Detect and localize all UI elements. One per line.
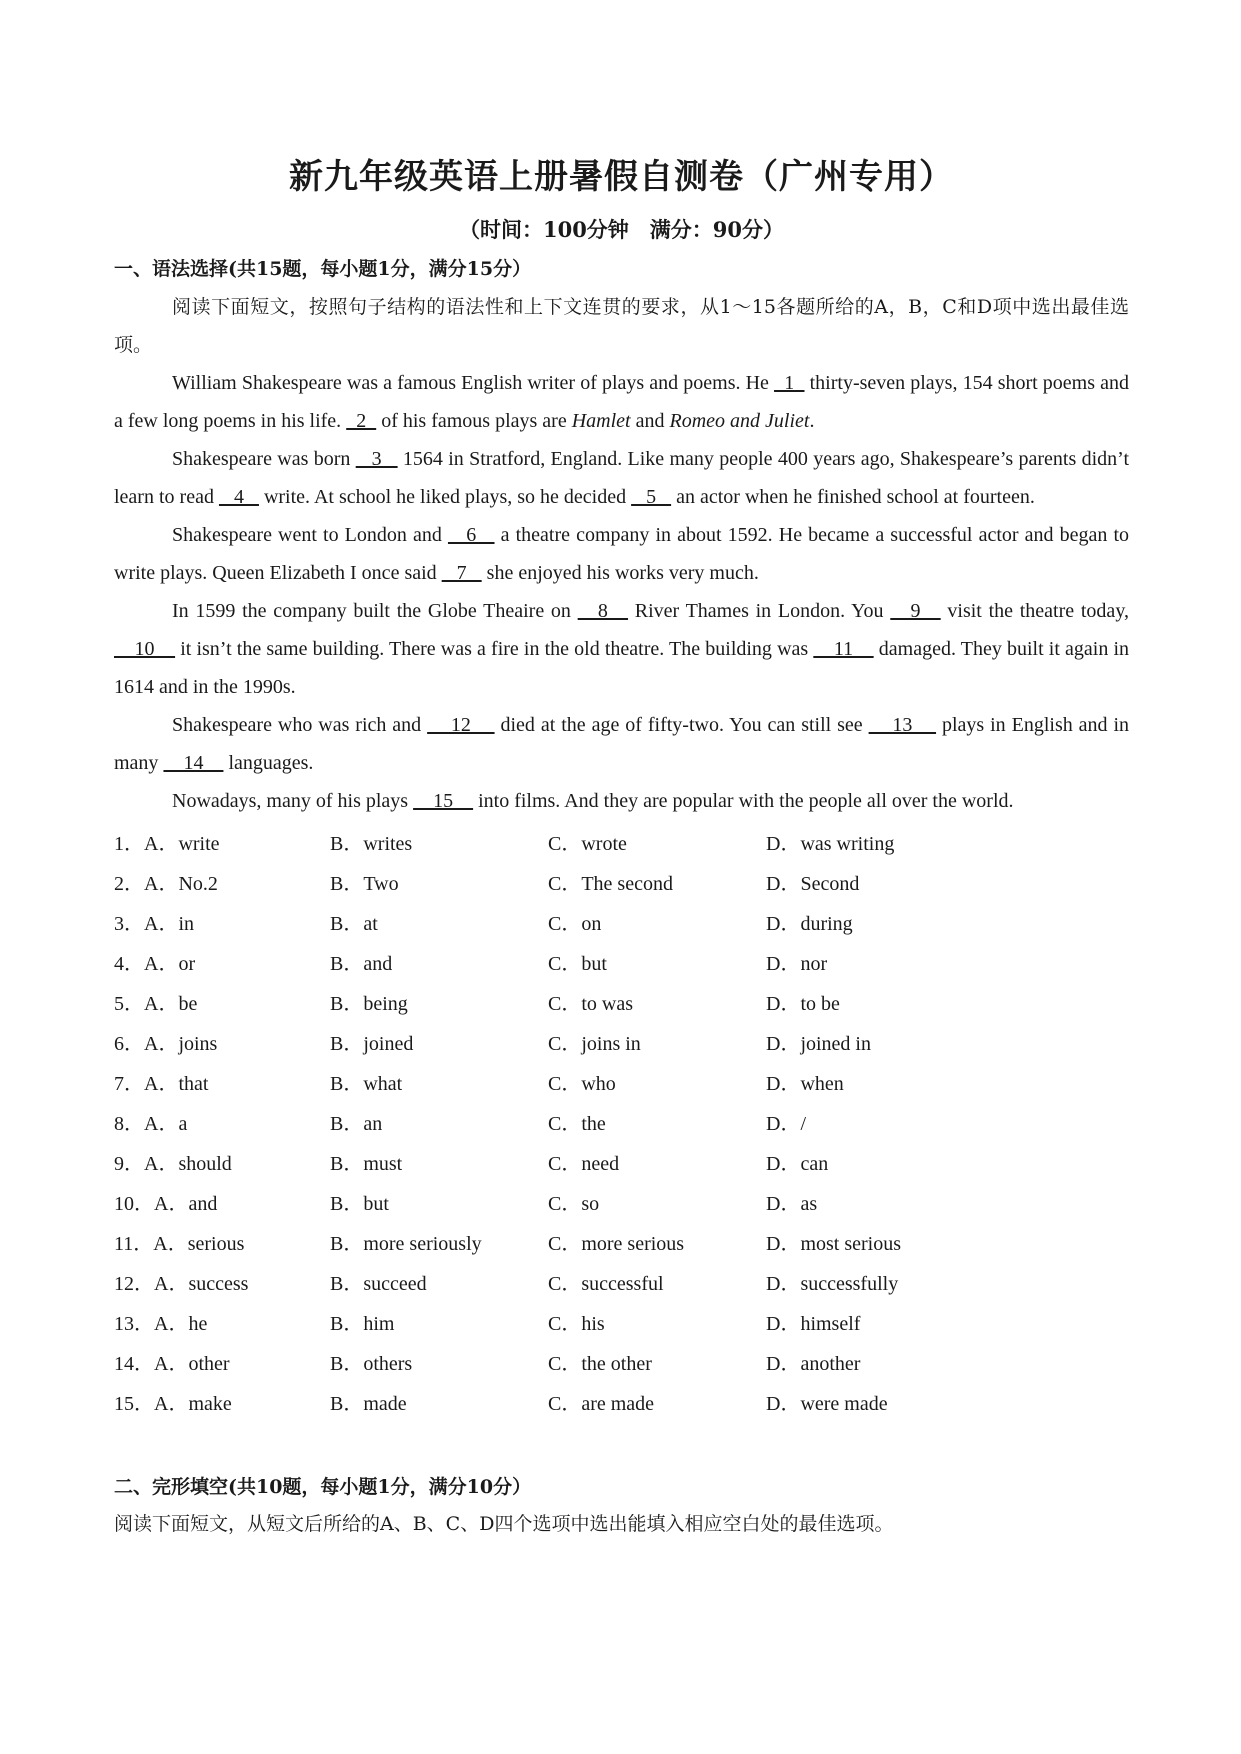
text: Shakespeare who was rich and	[172, 714, 428, 736]
text: and	[630, 410, 670, 432]
option-b: B．what	[330, 1073, 403, 1095]
option-b: B．him	[330, 1313, 395, 1335]
blank-8: 8	[577, 600, 629, 622]
answer-options	[114, 824, 1129, 1424]
option-c: C．more serious	[548, 1233, 685, 1255]
option-a: 5．A．be	[114, 993, 198, 1015]
option-d: D．/	[766, 1113, 806, 1135]
option-d: D．most serious	[766, 1233, 901, 1255]
option-b: B．being	[330, 993, 408, 1015]
option-d: D．can	[766, 1153, 829, 1175]
blank-2: 2	[346, 410, 377, 432]
option-c: C．his	[548, 1313, 605, 1335]
text: River Thames in London. You	[628, 600, 891, 622]
blank-10: 10	[114, 638, 176, 660]
option-a: 1．A．write	[114, 833, 220, 855]
option-d: D．when	[766, 1073, 844, 1095]
question-row	[114, 944, 1129, 984]
passage-paragraph-3	[114, 516, 1129, 592]
option-b: B．Two	[330, 873, 399, 895]
text: an actor when he finished school at fourteen.	[671, 486, 1035, 508]
option-b: B．must	[330, 1153, 403, 1175]
blank-5: 5	[631, 486, 672, 508]
option-d: D．were made	[766, 1393, 888, 1415]
text: a theatre company in about 1592. He became a successful actor and began to write plays. Queen Elizabeth I once said	[114, 524, 1130, 584]
option-c: C．but	[548, 953, 607, 975]
option-a: 2．A．No.2	[114, 873, 218, 895]
section1-instructions: 阅读下面短文，按照句子结构的语法性和上下文连贯的要求，从1～15各题所给的A，B，C和D项中选出最佳选项。	[114, 296, 1129, 356]
option-d: D．during	[766, 913, 853, 935]
option-c: C．to was	[548, 993, 633, 1015]
option-c: C．joins in	[548, 1033, 641, 1055]
option-c: C．on	[548, 913, 602, 935]
option-d: D．successfully	[766, 1273, 899, 1295]
question-row	[114, 984, 1129, 1024]
option-a: 9．A．should	[114, 1153, 232, 1175]
text: languages.	[223, 752, 314, 774]
option-d: D．Second	[766, 873, 860, 895]
option-d: D．as	[766, 1193, 818, 1215]
option-c: C．are made	[548, 1393, 655, 1415]
option-a: 12．A．success	[114, 1273, 249, 1295]
question-row	[114, 1144, 1129, 1184]
blank-15: 15	[413, 790, 474, 812]
option-b: B．at	[330, 913, 378, 935]
option-b: B．but	[330, 1193, 389, 1215]
question-row	[114, 864, 1129, 904]
text: William Shakespeare was a famous English writer of plays and poems. He	[172, 372, 775, 394]
blank-3: 3	[355, 448, 398, 470]
blank-4: 4	[218, 486, 259, 508]
option-d: D．another	[766, 1353, 861, 1375]
text: damaged. They built it again in 1614 and in the 1990s.	[114, 638, 1130, 698]
blank-14: 14	[163, 752, 224, 774]
question-row	[114, 824, 1129, 864]
option-d: D．nor	[766, 953, 828, 975]
option-a: 6．A．joins	[114, 1033, 218, 1055]
option-c: C．successful	[548, 1273, 664, 1295]
question-row	[114, 1104, 1129, 1144]
option-c: C．need	[548, 1153, 620, 1175]
section1-heading: 一、语法选择(共15题，每小题1分，满分15分）	[114, 258, 532, 280]
text: write. At school he liked plays, so he decided	[258, 486, 632, 508]
text: died at the age of fifty-two. You can still see	[494, 714, 869, 736]
option-a: 13．A．he	[114, 1313, 208, 1335]
option-c: C．the other	[548, 1353, 652, 1375]
passage-paragraph-6	[114, 782, 1129, 820]
blank-13: 13	[868, 714, 937, 736]
option-c: C．wrote	[548, 833, 627, 855]
option-d: D．himself	[766, 1313, 861, 1335]
play-title-romeo-juliet: Romeo and Juliet	[669, 410, 810, 432]
blank-11: 11	[813, 638, 874, 660]
passage-paragraph-4	[114, 592, 1129, 706]
text: .	[809, 410, 815, 432]
question-row	[114, 1064, 1129, 1104]
option-a: 11．A．serious	[114, 1233, 245, 1255]
passage-paragraph-2	[114, 440, 1129, 516]
text: In 1599 the company built the Globe Theaire on	[172, 600, 578, 622]
option-a: 3．A．in	[114, 913, 194, 935]
play-title-hamlet: Hamlet	[571, 410, 631, 432]
option-b: B．writes	[330, 833, 413, 855]
option-b: B．succeed	[330, 1273, 427, 1295]
text: plays in English and in many	[114, 714, 1130, 774]
text: Nowadays, many of his plays	[172, 790, 414, 812]
blank-6: 6	[447, 524, 495, 546]
text: visit the theatre today,	[940, 600, 1130, 622]
passage-paragraph-1	[114, 364, 1129, 440]
question-row	[114, 1344, 1129, 1384]
question-row	[114, 904, 1129, 944]
text: of his famous plays are	[376, 410, 572, 432]
option-c: C．the	[548, 1113, 606, 1135]
passage-paragraph-5	[114, 706, 1129, 782]
text: 1564 in Stratford, England. Like many people 400 years ago, Shakespeare’s parents didn’t learn to read	[114, 448, 1129, 508]
option-c: C．The second	[548, 873, 673, 895]
option-a: 15．A．make	[114, 1393, 232, 1415]
text: Shakespeare went to London and	[172, 524, 448, 546]
exam-title: 新九年级英语上册暑假自测卷（广州专用）	[289, 157, 954, 197]
option-a: 10．A．and	[114, 1193, 218, 1215]
blank-9: 9	[890, 600, 941, 622]
section2-instructions: 阅读下面短文，从短文后所给的A、B、C、D四个选项中选出能填入相应空白处的最佳选项。	[114, 1513, 894, 1535]
question-row	[114, 1264, 1129, 1304]
question-row	[114, 1024, 1129, 1064]
text: it isn’t the same building. There was a fire in the old theatre. The building was	[175, 638, 814, 660]
option-a: 8．A．a	[114, 1113, 188, 1135]
text: Shakespeare was born	[172, 448, 356, 470]
option-c: C．so	[548, 1193, 600, 1215]
option-d: D．was writing	[766, 833, 895, 855]
option-b: B．more seriously	[330, 1233, 482, 1255]
option-d: D．to be	[766, 993, 840, 1015]
text: thirty-seven plays, 154 short poems and a few long poems in his life.	[114, 372, 1130, 432]
option-b: B．an	[330, 1113, 383, 1135]
section2	[114, 1472, 1129, 1542]
exam-subtitle: （时间：100分钟 满分：90分）	[458, 217, 785, 242]
blank-1: 1	[774, 372, 805, 394]
blank-12: 12	[427, 714, 495, 736]
option-b: B．joined	[330, 1033, 414, 1055]
option-a: 7．A．that	[114, 1073, 209, 1095]
option-a: 14．A．other	[114, 1353, 230, 1375]
question-row	[114, 1384, 1129, 1424]
section2-heading: 二、完形填空(共10题，每小题1分，满分10分）	[114, 1476, 532, 1498]
option-b: B．and	[330, 953, 393, 975]
text: she enjoyed his works very much.	[481, 562, 759, 584]
question-row	[114, 1184, 1129, 1224]
question-row	[114, 1224, 1129, 1264]
question-row	[114, 1304, 1129, 1344]
blank-7: 7	[441, 562, 482, 584]
option-b: B．others	[330, 1353, 413, 1375]
option-d: D．joined in	[766, 1033, 871, 1055]
text: into films. And they are popular with the people all over the world.	[473, 790, 1014, 812]
option-b: B．made	[330, 1393, 407, 1415]
option-c: C．who	[548, 1073, 616, 1095]
option-a: 4．A．or	[114, 953, 196, 975]
